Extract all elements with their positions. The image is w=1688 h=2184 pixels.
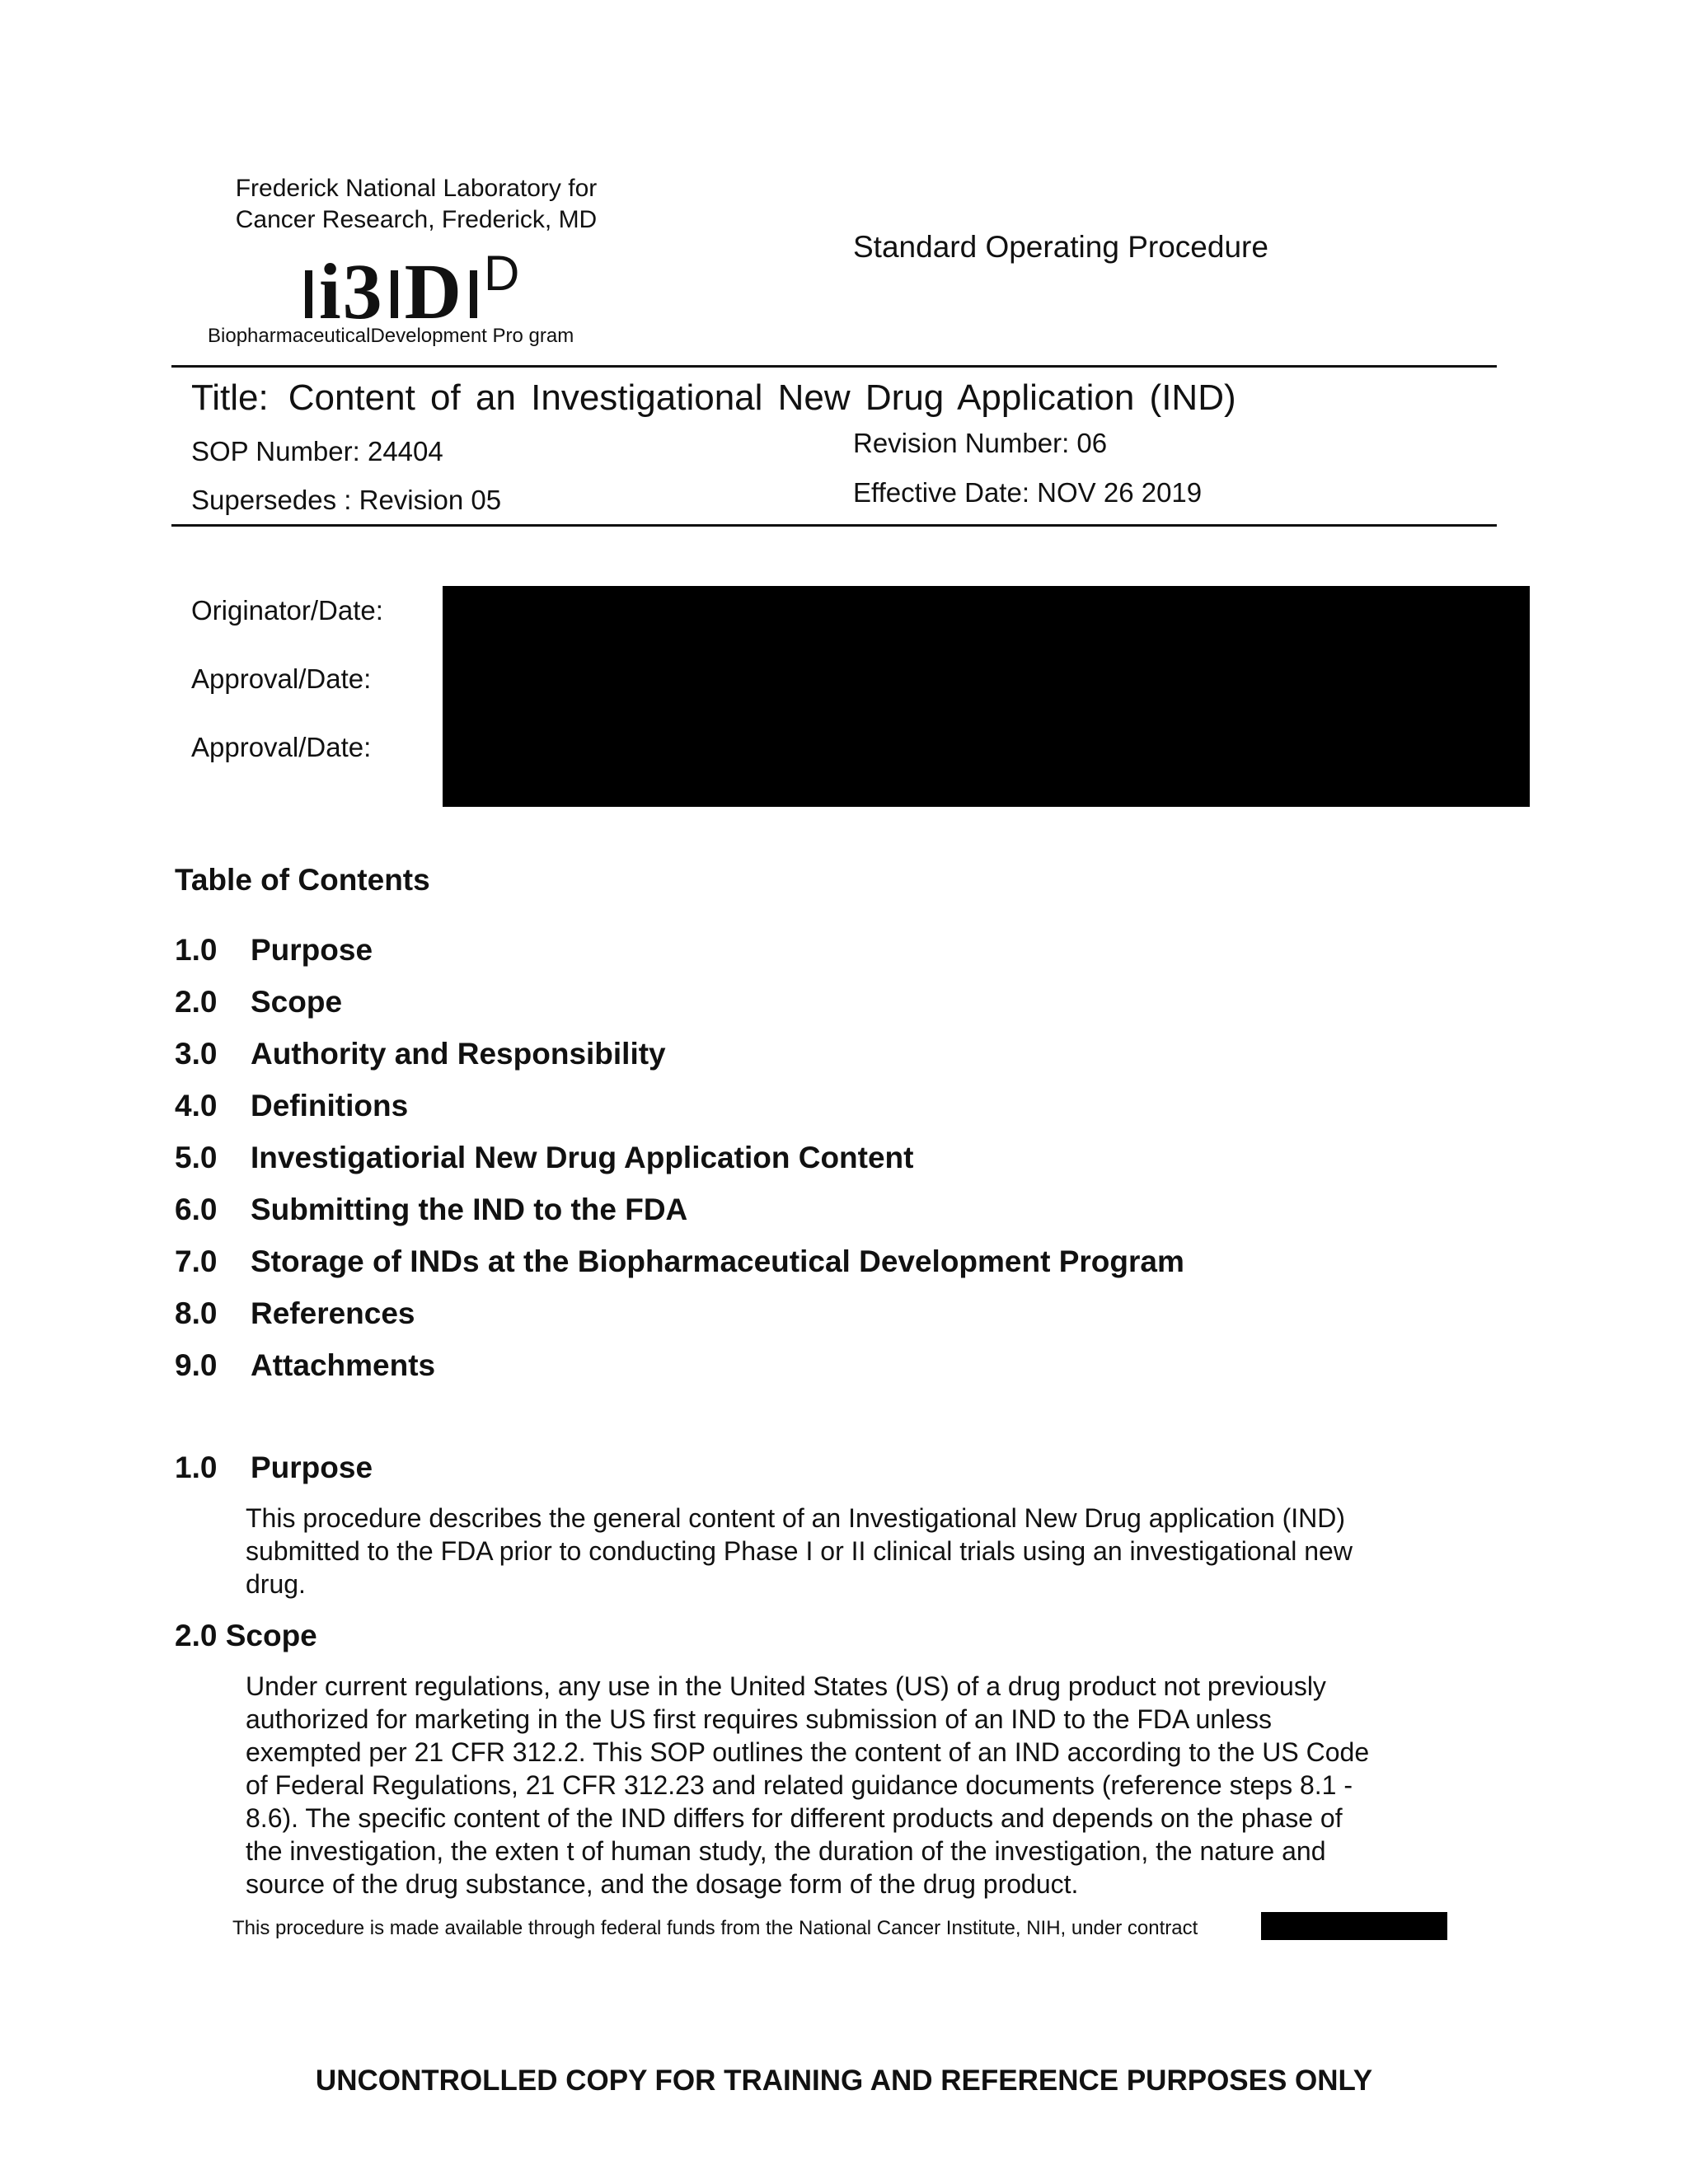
org-line-1: Frederick National Laboratory for	[235, 175, 598, 202]
toc-item-label: Investigatiorial New Drug Application Content	[251, 1141, 914, 1174]
section-number: 1.0	[175, 1451, 218, 1484]
toc-item-label: Authority and Responsibility	[251, 1037, 666, 1071]
redacted-contract-number	[1261, 1912, 1447, 1940]
toc-item-number: 6.0	[175, 1193, 218, 1226]
logo-bar-left	[305, 270, 312, 318]
originator-date-label: Originator/Date:	[191, 595, 383, 626]
logo-bar-middle	[391, 270, 398, 318]
toc-item-label: Scope	[251, 985, 343, 1019]
toc-item-number: 4.0	[175, 1089, 218, 1122]
toc-item-label: References	[251, 1296, 415, 1330]
uncontrolled-copy-footer: UNCONTROLLED COPY FOR TRAINING AND REFERENCE PURPOSES ONLY	[315, 2064, 1373, 2097]
section-heading-scope: 2.0 Scope	[175, 1619, 317, 1652]
title-text: Content of an Investigational New Drug Application (IND)	[288, 377, 1236, 418]
scope-paragraph	[246, 1670, 1482, 1900]
header-rule-bottom	[171, 524, 1497, 527]
sop-number: SOP Number: 24404	[191, 436, 443, 466]
text-line: exempted per 21 CFR 312.2. This SOP outlines the content of an IND according to the US Code	[246, 1737, 1370, 1767]
toc-item	[175, 1139, 913, 1177]
toc-item-number: 9.0	[175, 1348, 218, 1382]
text-line: This procedure describes the general content of an Investigational New Drug application (IND)	[246, 1503, 1346, 1533]
section-heading-purpose	[175, 1449, 373, 1487]
document-type: Standard Operating Procedure	[853, 230, 1268, 264]
section-title: Purpose	[251, 1451, 373, 1484]
organization-name	[202, 173, 631, 236]
i3d-logo	[298, 232, 521, 333]
text-line: Under current regulations, any use in the United States (US) of a drug product not previously	[246, 1671, 1326, 1701]
toc-item	[175, 1191, 687, 1229]
logo-text-i3: i3	[319, 247, 384, 335]
purpose-paragraph	[246, 1502, 1482, 1601]
revision-number: Revision Number: 06	[853, 428, 1108, 458]
approval-date-label-1: Approval/Date:	[191, 663, 372, 694]
text-line: of Federal Regulations, 21 CFR 312.23 and related guidance documents (reference steps 8.1 -	[246, 1770, 1353, 1800]
title-label: Title:	[191, 377, 269, 418]
logo-text-d: D	[404, 247, 463, 335]
toc-item-label: Attachments	[251, 1348, 436, 1382]
text-line: the investigation, the exten t of human study, the duration of the investigation, the nature and	[246, 1836, 1326, 1866]
logo-bar-right	[470, 270, 477, 318]
toc-item-number: 3.0	[175, 1037, 218, 1071]
org-line-2: Cancer Research, Frederick, MD	[235, 206, 598, 233]
toc-item-number: 7.0	[175, 1244, 218, 1278]
toc-item	[175, 1295, 415, 1333]
text-line: drug.	[246, 1569, 306, 1599]
text-line: 8.6). The specific content of the IND differs for different products and depends on the phase of	[246, 1803, 1343, 1833]
toc-item-number: 5.0	[175, 1141, 218, 1174]
toc-item	[175, 983, 342, 1021]
funding-note: This procedure is made available through federal funds from the National Cancer Institute, NIH, under contract	[232, 1917, 1198, 1939]
text-line: submitted to the FDA prior to conducting Phase I or II clinical trials using an investigational new	[246, 1536, 1353, 1566]
toc-item-label: Submitting the IND to the FDA	[251, 1193, 688, 1226]
toc-item-label: Storage of INDs at the Biopharmaceutical Development Program	[251, 1244, 1184, 1278]
logo-text-sup: D	[484, 246, 522, 301]
toc-item-number: 1.0	[175, 933, 218, 967]
effective-date: Effective Date: NOV 26 2019	[853, 477, 1203, 508]
toc-item-label: Definitions	[251, 1089, 409, 1122]
approval-date-label-2: Approval/Date:	[191, 732, 372, 762]
program-name: BiopharmaceuticalDevelopment Pro gram	[208, 325, 574, 347]
toc-item-number: 8.0	[175, 1296, 218, 1330]
toc-item-label: Purpose	[251, 933, 373, 967]
toc-item	[175, 1087, 408, 1125]
header-rule-top	[171, 365, 1497, 368]
text-line: authorized for marketing in the US first requires submission of an IND to the FDA unless	[246, 1704, 1272, 1734]
toc-item	[175, 1035, 666, 1073]
toc-heading: Table of Contents	[175, 863, 430, 897]
redacted-signatures-block	[443, 586, 1530, 807]
supersedes: Supersedes : Revision 05	[191, 485, 502, 515]
text-line: source of the drug substance, and the dosage form of the drug product.	[246, 1869, 1079, 1899]
toc-item	[175, 1347, 435, 1385]
toc-item-number: 2.0	[175, 985, 218, 1019]
document-title	[191, 375, 1236, 421]
toc-item	[175, 1243, 1184, 1281]
toc-item	[175, 931, 373, 969]
